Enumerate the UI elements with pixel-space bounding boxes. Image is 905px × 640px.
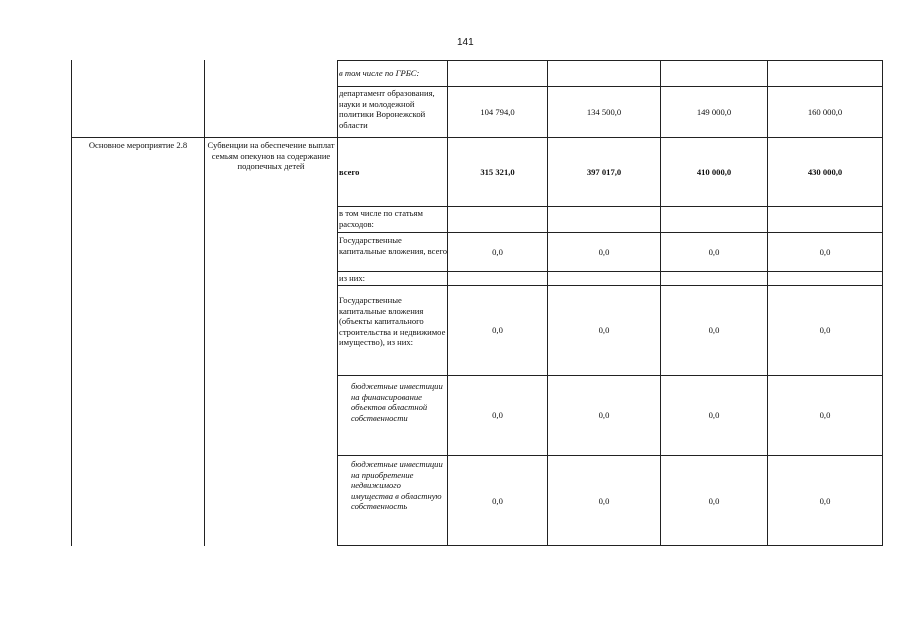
table-cell: 430 000,0	[807, 167, 843, 177]
table-top-border	[337, 60, 883, 61]
table-cell: 0,0	[819, 247, 831, 257]
table-cell: 315 321,0	[480, 167, 515, 177]
row-label: из них:	[339, 273, 366, 283]
column-divider	[882, 60, 883, 546]
table-cell: 410 000,0	[696, 167, 732, 177]
table-cell: 0,0	[708, 410, 720, 420]
column-divider	[767, 60, 768, 546]
row-divider	[337, 455, 883, 456]
row-label: департамент образования, науки и молодежной политики Воронежской области	[339, 88, 435, 130]
row-divider	[337, 86, 883, 87]
row-divider	[337, 375, 883, 376]
row-divider	[71, 137, 883, 138]
table-cell: 0,0	[819, 410, 831, 420]
column-divider	[204, 60, 205, 546]
column-divider	[447, 60, 448, 546]
table-cell: 149 000,0	[696, 107, 732, 117]
row-label: бюджетные инвестиции на финансирование объектов областной собственности	[351, 381, 443, 423]
row-label: в том числе по статьям расходов:	[339, 208, 423, 229]
table-cell: 0,0	[492, 247, 503, 257]
table-cell: 104 794,0	[480, 107, 515, 117]
row-label: Государственные капитальные вложения, всего	[339, 235, 447, 256]
column-divider	[337, 60, 338, 546]
row-label: в том числе по ГРБС:	[339, 68, 420, 78]
row-divider	[337, 206, 883, 207]
table-cell: 160 000,0	[807, 107, 843, 117]
table-cell: 0,0	[819, 496, 831, 506]
table-cell: 0,0	[819, 325, 831, 335]
table-cell: 134 500,0	[586, 107, 622, 117]
column-divider	[71, 60, 72, 546]
activity-name: Основное мероприятие 2.8	[88, 140, 188, 150]
table-cell: 0,0	[492, 325, 503, 335]
row-divider	[337, 271, 883, 272]
row-divider	[337, 232, 883, 233]
table-bottom-border	[337, 545, 883, 546]
column-divider	[660, 60, 661, 546]
row-label: всего	[339, 167, 360, 177]
activity-description: Субвенции на обеспечение выплат семьям опекунов на содержание подопечных детей	[207, 140, 335, 171]
table-cell: 0,0	[492, 410, 503, 420]
row-divider	[337, 285, 883, 286]
page-number-text: 141	[457, 37, 474, 48]
table-cell: 0,0	[598, 247, 610, 257]
table-cell: 0,0	[492, 496, 503, 506]
row-label: бюджетные инвестиции на приобретение недвижимого имущества в областную собственность	[351, 459, 443, 511]
table-cell: 0,0	[598, 410, 610, 420]
table-cell: 0,0	[708, 247, 720, 257]
column-divider	[547, 60, 548, 546]
table-cell: 0,0	[598, 325, 610, 335]
table-cell: 0,0	[708, 496, 720, 506]
table-cell: 0,0	[708, 325, 720, 335]
table-cell: 397 017,0	[586, 167, 622, 177]
table-cell: 0,0	[598, 496, 610, 506]
row-label: Государственные капитальные вложения (объекты капитального строительства и недвижимое имущество), из них:	[339, 295, 446, 347]
